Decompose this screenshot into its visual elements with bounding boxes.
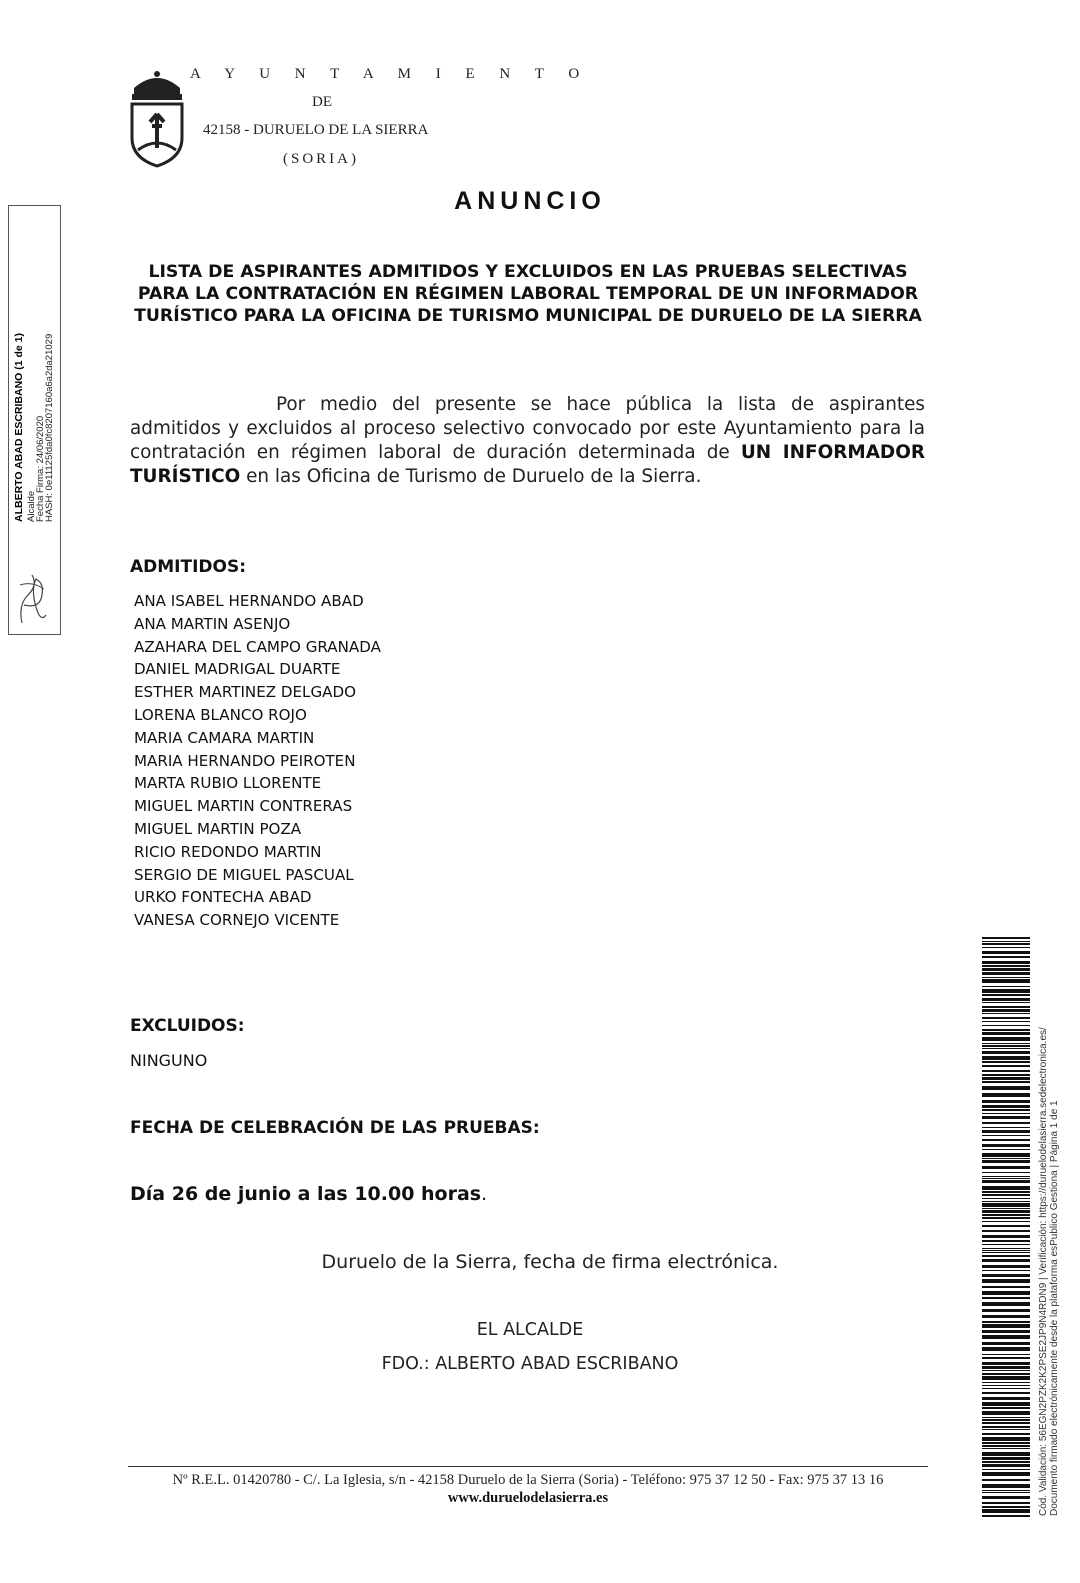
stamp-signer-role: Alcalde xyxy=(26,490,37,522)
barcode-bar xyxy=(982,1469,1030,1470)
barcode-bar xyxy=(982,1385,1030,1386)
footer-divider xyxy=(128,1466,928,1467)
document-title: ANUNCIO xyxy=(454,187,606,215)
list-item: ESTHER MARTINEZ DELGADO xyxy=(134,683,356,702)
barcode-bar xyxy=(982,1506,1030,1508)
signer-name: FDO.: ALBERTO ABAD ESCRIBANO xyxy=(381,1354,679,1374)
barcode-bar xyxy=(982,1433,1030,1435)
barcode-bar xyxy=(982,1324,1030,1328)
barcode-bar xyxy=(982,1265,1030,1268)
barcode-bar xyxy=(982,979,1030,983)
barcode-bar xyxy=(982,951,1030,954)
barcode-bar xyxy=(982,943,1030,945)
barcode-bar xyxy=(982,1201,1030,1202)
intro-text-bold: UN INFORMADOR TURÍSTICO xyxy=(130,442,925,487)
excluidos-value: NINGUNO xyxy=(130,1051,208,1070)
barcode-bar xyxy=(982,1315,1030,1318)
barcode-bar xyxy=(982,1484,1030,1488)
barcode-bar xyxy=(982,998,1030,1001)
barcode-bar xyxy=(982,1235,1030,1238)
barcode-bar xyxy=(982,1113,1030,1114)
footer-website[interactable]: www.duruelodelasierra.es xyxy=(447,1490,609,1506)
barcode-bar xyxy=(982,1191,1030,1193)
barcode-bar xyxy=(982,1248,1030,1249)
excluidos-heading: EXCLUIDOS: xyxy=(130,1016,245,1036)
barcode-bar xyxy=(982,1373,1030,1375)
list-item: MARIA CAMARA MARTIN xyxy=(134,728,315,747)
barcode-bar xyxy=(982,1382,1030,1383)
barcode-bar xyxy=(982,1013,1030,1014)
barcode-bar xyxy=(982,1100,1030,1103)
barcode-bar xyxy=(982,1194,1030,1196)
barcode-bar xyxy=(982,1461,1030,1463)
barcode-bar xyxy=(982,1335,1030,1339)
barcode-bar xyxy=(982,1180,1030,1183)
barcode-bar xyxy=(982,1029,1030,1031)
list-item: MARTA RUBIO LLORENTE xyxy=(134,774,322,793)
coat-of-arms-icon xyxy=(126,66,188,168)
barcode-bar xyxy=(982,1452,1030,1456)
verification-code: Cód. Validación: 56EGN2PZK2K2PSE2JP9N4RDN9 | Verificación: https://duruelodelasierra.sedelectronica.es/ xyxy=(1038,1027,1049,1516)
barcode-bar xyxy=(982,1009,1030,1012)
barcode-bar xyxy=(982,1149,1030,1150)
barcode-bar xyxy=(982,947,1030,948)
list-item: RICIO REDONDO MARTIN xyxy=(134,842,322,861)
place-date: Duruelo de la Sierra, fecha de firma electrónica. xyxy=(321,1251,779,1273)
barcode-bar xyxy=(982,1086,1030,1090)
barcode-bar xyxy=(982,1065,1030,1067)
barcode-bar xyxy=(982,1203,1030,1207)
barcode-bar xyxy=(982,1437,1030,1441)
stamp-sign-date: Fecha Firma: 24/06/2020 xyxy=(35,415,46,522)
barcode-bar xyxy=(982,1502,1030,1504)
list-item: ANA ISABEL HERNANDO ABAD xyxy=(134,592,364,610)
barcode-bar xyxy=(982,1370,1030,1371)
list-item: AZAHARA DEL CAMPO GRANADA xyxy=(134,637,381,656)
barcode-bar xyxy=(982,1422,1030,1424)
barcode-bar xyxy=(982,1244,1030,1245)
signer-role: EL ALCALDE xyxy=(476,1320,584,1340)
barcode-bar xyxy=(982,1464,1030,1467)
barcode-bar xyxy=(982,1417,1030,1418)
barcode-bar xyxy=(982,1210,1030,1213)
barcode-bar xyxy=(982,1492,1030,1493)
barcode-bar xyxy=(982,1388,1030,1389)
barcode-bar xyxy=(982,1354,1030,1355)
intro-text-after: en las Oficina de Turismo de Duruelo de la Sierra. xyxy=(240,466,702,487)
barcode-bar xyxy=(982,1342,1030,1345)
barcode-bar xyxy=(982,965,1030,967)
barcode-bar xyxy=(982,1286,1030,1288)
barcode-bar xyxy=(982,1347,1030,1351)
list-item: VANESA CORNEJO VICENTE xyxy=(134,911,340,930)
fecha-value xyxy=(130,1183,487,1205)
barcode-bar xyxy=(982,1252,1030,1253)
barcode-bar xyxy=(982,1259,1030,1262)
barcode-bar xyxy=(982,1366,1030,1369)
barcode-bar xyxy=(982,1397,1030,1400)
barcode-bar xyxy=(982,1221,1030,1222)
barcode-bar xyxy=(982,1321,1030,1323)
stamp-hash: HASH: 0e11125fda0fc8207160a6a2da21029 xyxy=(44,333,55,522)
barcode-bar xyxy=(982,1490,1030,1491)
barcode-bar xyxy=(982,1021,1030,1022)
barcode-bar xyxy=(982,956,1030,958)
barcode-bar xyxy=(982,1208,1030,1209)
barcode-bar xyxy=(982,1297,1030,1299)
barcode-bar xyxy=(982,1017,1030,1019)
barcode-bar xyxy=(982,1127,1030,1128)
list-item: LORENA BLANCO ROJO xyxy=(134,705,307,724)
barcode-bar xyxy=(982,941,1030,942)
list-item: MARIA HERNANDO PEIROTEN xyxy=(134,751,356,770)
barcode-bar xyxy=(982,1330,1030,1333)
intro-paragraph xyxy=(130,393,925,489)
intro-text-before: Por medio del presente se hace pública la lista de aspirantes admitidos y excluidos al proceso selectivo convocado por este Ayuntamiento para la contratación en régimen laboral de duración determinada de xyxy=(130,394,925,463)
header-ayuntamiento: A Y U N T A M I E N T O xyxy=(190,66,590,82)
barcode-bar xyxy=(982,1186,1030,1190)
barcode-bar xyxy=(982,1166,1030,1169)
barcode-bar xyxy=(982,1061,1030,1063)
barcode-bar xyxy=(982,994,1030,996)
barcode-bar xyxy=(982,1109,1030,1111)
list-item: DANIEL MADRIGAL DUARTE xyxy=(134,660,341,679)
barcode-bar xyxy=(982,1002,1030,1003)
barcode-bar xyxy=(982,1144,1030,1147)
barcode-bar xyxy=(982,1122,1030,1124)
barcode-bar xyxy=(982,1130,1030,1133)
header-province: (SORIA) xyxy=(283,151,359,167)
barcode-bar xyxy=(982,1139,1030,1141)
header-de: DE xyxy=(312,94,332,110)
barcode-bar xyxy=(982,1479,1030,1481)
stamp-signer-name: ALBERTO ABAD ESCRIBANO (1 de 1) xyxy=(13,332,25,522)
barcode-bar xyxy=(982,1081,1030,1083)
list-item: MIGUEL MARTIN CONTRERAS xyxy=(134,797,353,816)
barcode-bar xyxy=(982,1445,1030,1447)
barcode-bar xyxy=(982,1457,1030,1460)
barcode-bar xyxy=(982,1274,1030,1277)
barcode-bar xyxy=(982,1045,1030,1047)
barcode-bar xyxy=(982,1392,1030,1394)
barcode-bar xyxy=(982,1419,1030,1421)
verification-platform: Documento firmado electrónicamente desde la plataforma esPublico Gestiona | Página 1 de 1 xyxy=(1049,1100,1060,1516)
list-item: MIGUEL MARTIN POZA xyxy=(134,819,302,838)
barcode-bar xyxy=(982,1496,1030,1499)
barcode-bar xyxy=(982,1006,1030,1008)
barcode-bar xyxy=(982,1362,1030,1365)
barcode-bar xyxy=(982,1025,1030,1026)
barcode-bar xyxy=(982,1411,1030,1415)
barcode-bar xyxy=(982,1429,1030,1430)
barcode-bar xyxy=(982,1407,1030,1409)
barcode-bar xyxy=(982,937,1030,939)
barcode-bar xyxy=(982,1105,1030,1108)
barcode-bar xyxy=(982,1442,1030,1444)
barcode-bar xyxy=(982,961,1030,964)
barcode-bar xyxy=(982,1291,1030,1295)
barcode-bar xyxy=(982,986,1030,987)
barcode-bar xyxy=(982,1509,1030,1513)
fecha-heading: FECHA DE CELEBRACIÓN DE LAS PRUEBAS: xyxy=(130,1118,540,1138)
barcode-bar xyxy=(982,1515,1030,1517)
list-item: URKO FONTECHA ABAD xyxy=(134,888,312,907)
barcode-bar xyxy=(982,1093,1030,1097)
barcode-bar xyxy=(982,1048,1030,1049)
barcode-bar xyxy=(982,1198,1030,1199)
footer-address: Nº R.E.L. 01420780 - C/. La Iglesia, s/n - 42158 Duruelo de la Sierra (Soria) - Teléfono: 975 37 12 50 - Fax: 975 37 13 16 xyxy=(172,1472,884,1488)
barcode-bar xyxy=(982,1302,1030,1306)
document-subtitle: LISTA DE ASPIRANTES ADMITIDOS Y EXCLUIDOS EN LAS PRUEBAS SELECTIVAS PARA LA CONTRATACIÓN EN RÉGIMEN LABORAL TEMPORAL DE UN INFORMADOR TURÍSTICO PARA LA OFICINA DE TURISMO MUNICIPAL DE DURUELO DE LA SIERRA xyxy=(134,262,922,326)
barcode-bar xyxy=(982,1230,1030,1232)
barcode-bar xyxy=(982,1032,1030,1035)
barcode-bar xyxy=(982,1270,1030,1271)
barcode-bar xyxy=(982,1043,1030,1044)
barcode-bar xyxy=(982,1426,1030,1428)
handwritten-signature-icon xyxy=(14,565,50,627)
barcode-bar xyxy=(982,1051,1030,1054)
barcode-bar xyxy=(982,1279,1030,1283)
barcode-bar xyxy=(982,1448,1030,1449)
barcode-bar xyxy=(982,1135,1030,1136)
barcode-bar xyxy=(982,977,1030,978)
list-item: ANA MARTIN ASENJO xyxy=(134,614,291,633)
fecha-value-bold: Día 26 de junio a las 10.00 horas xyxy=(130,1183,482,1205)
barcode-bar xyxy=(982,1160,1030,1163)
barcode-bar xyxy=(982,1074,1030,1076)
barcode-bar xyxy=(982,1116,1030,1119)
barcode-bar xyxy=(982,1176,1030,1177)
barcode-bar xyxy=(982,1217,1030,1219)
barcode-bar xyxy=(982,972,1030,975)
barcode-bar xyxy=(982,1357,1030,1359)
barcode-bar xyxy=(982,1214,1030,1216)
barcode-bar xyxy=(982,1250,1030,1251)
barcode-bar xyxy=(982,1240,1030,1242)
header-municipality: 42158 - DURUELO DE LA SIERRA xyxy=(203,122,429,138)
barcode-bar xyxy=(982,1172,1030,1173)
barcode-bar xyxy=(982,1153,1030,1157)
fecha-value-after: . xyxy=(481,1183,488,1205)
list-item: SERGIO DE MIGUEL PASCUAL xyxy=(134,865,354,884)
barcode-bar xyxy=(982,968,1030,971)
admitidos-list xyxy=(134,590,381,932)
barcode-bar xyxy=(982,1402,1030,1406)
barcode-bar xyxy=(982,1255,1030,1257)
barcode-bar xyxy=(982,1070,1030,1072)
barcode-bar xyxy=(982,1077,1030,1080)
barcode-bar xyxy=(982,1037,1030,1041)
barcode-icon xyxy=(982,937,1030,1517)
barcode-bar xyxy=(982,989,1030,993)
barcode-bar xyxy=(982,1158,1030,1159)
barcode-bar xyxy=(982,1178,1030,1179)
barcode-bar xyxy=(982,1472,1030,1476)
admitidos-heading: ADMITIDOS: xyxy=(130,557,247,577)
barcode-bar xyxy=(982,1056,1030,1060)
barcode-bar xyxy=(982,1309,1030,1312)
barcode-bar xyxy=(982,1376,1030,1380)
barcode-bar xyxy=(982,1225,1030,1227)
